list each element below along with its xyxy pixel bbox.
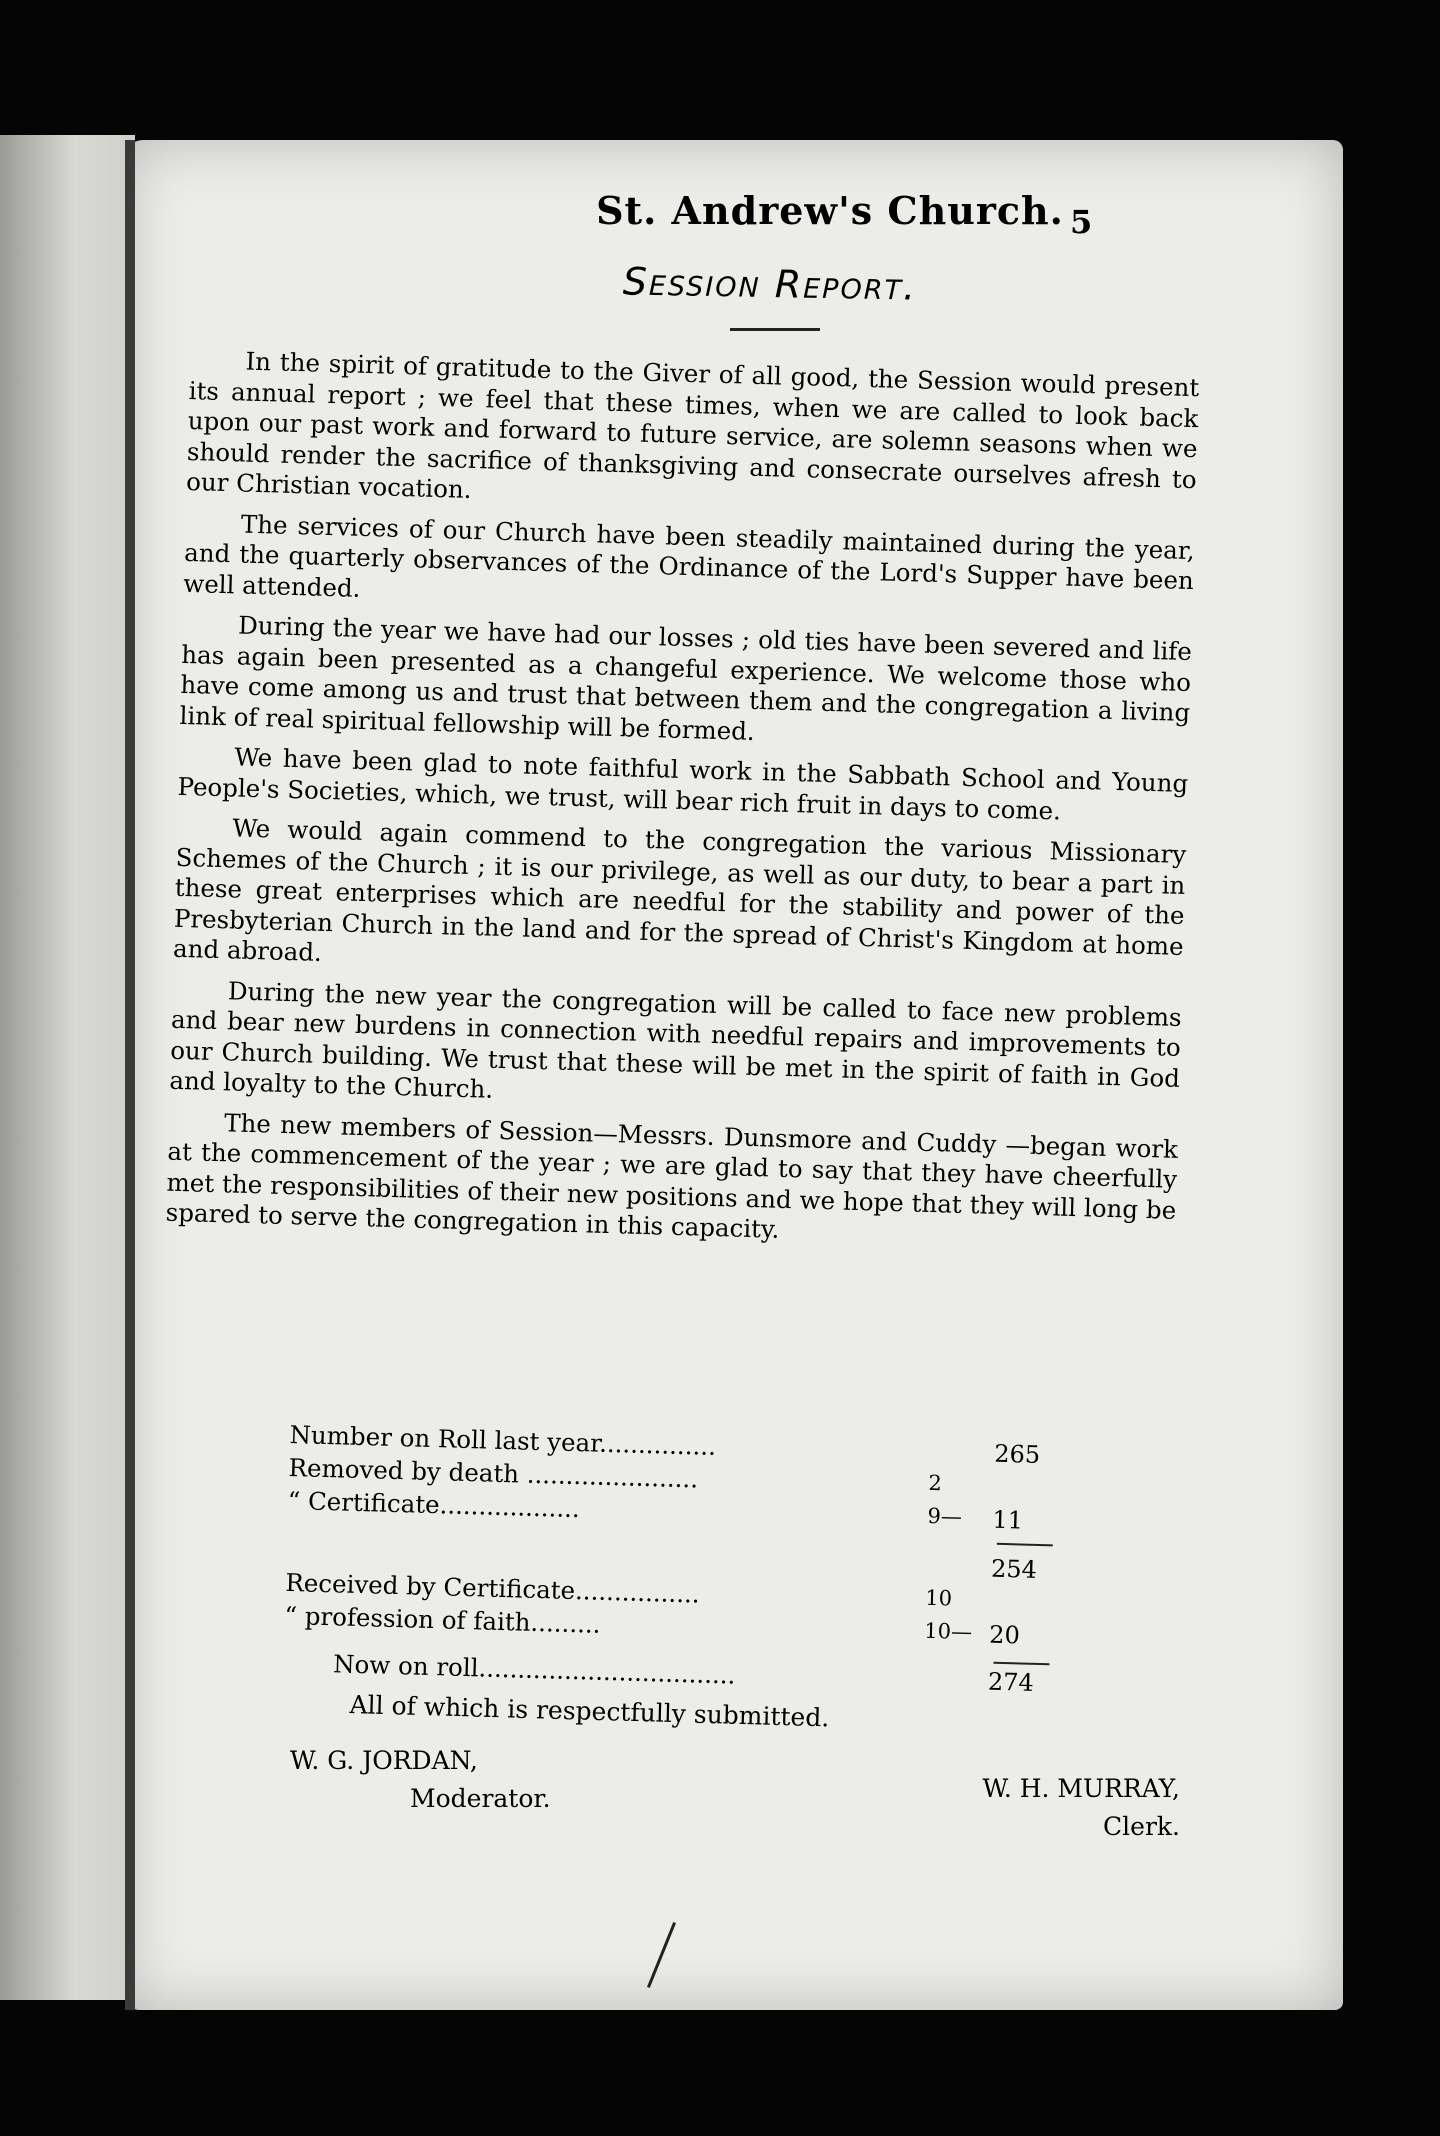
roll-row-last-year: Number on Roll last year............... 265 xyxy=(289,1420,1041,1469)
roll-row-subtotal: 254 xyxy=(286,1519,1077,1574)
moderator-name: W. G. JORDAN, xyxy=(290,1746,478,1775)
paragraph-losses: During the year we have had our losses ; old ties have been severed and life has again been presented as a changeful experience. We welcome those who have come among us and trust that between them and the congregation a living link of real spiritual fellowship will be formed. xyxy=(179,610,1193,746)
signature-moderator xyxy=(290,1742,551,1818)
roll-row-certificate-in: Received by Certificate................ 10 xyxy=(285,1567,953,1611)
moderator-title: Moderator. xyxy=(410,1784,551,1813)
roll-row-certificate-out: “ Certificate.................. 9— 11 xyxy=(287,1485,1024,1535)
page-title: Session Report. xyxy=(622,259,918,309)
previous-page-edge xyxy=(0,135,135,2000)
paragraph-missions: We would again commend to the congregation the various Missionary Schemes of the Church ; it is our privilege, as well as our duty, to bear a part in these great enterprises which are needful for the stability and power of the Presbyterian Church in the land and for the spread of Christ's Kingdom at home and abroad. xyxy=(172,813,1187,967)
closing-line: All of which is respectfully submitted. xyxy=(349,1690,830,1733)
paragraph-services: The services of our Church have been steadily maintained during the year, and the quarterly observances of the Ordinance of the Lord's Supper have been well attended. xyxy=(182,509,1196,603)
paragraph-building: During the new year the congregation will be called to face new problems and bear new burdens in connection with needful repairs and improvements to our Church building. We trust that these will be met in the spirit of faith in God and loyalty to the Church. xyxy=(169,975,1183,1104)
signature-clerk xyxy=(860,1770,1180,1846)
paragraph-new-members: The new members of Session—Messrs. Dunsmore and Cuddy —began work at the commencement of the year ; we are glad to say that they have cheerfully met the responsibilities of their new positions and we hope that they will long be spared to serve the congregation in this capacity. xyxy=(165,1107,1179,1244)
paragraph-gratitude: In the spirit of gratitude to the Giver of all good, the Session would present its annual report ; we feel that these times, when we are called to look back upon our past work and forward to future service, are solemn seasons when we should render the sacrifice of thanksgiving and consecrate ourselves afresh to our Christian vocation. xyxy=(185,346,1200,504)
report-body xyxy=(165,345,1200,1266)
page-number: 5 xyxy=(1070,203,1093,241)
clerk-title: Clerk. xyxy=(1103,1812,1180,1841)
subtotal-rule xyxy=(997,1543,1053,1547)
roll-row-now: Now on roll................................. 274 xyxy=(283,1648,1074,1703)
clerk-name: W. H. MURRAY, xyxy=(982,1774,1180,1803)
running-header: St. Andrew's Church. xyxy=(596,188,1064,233)
roll-statistics xyxy=(283,1420,1080,1703)
roll-row-profession: “ profession of faith......... 10— 20 xyxy=(284,1600,1021,1650)
total-rule xyxy=(993,1662,1049,1666)
paragraph-sabbath-school: We have been glad to note faithful work in the Sabbath School and Young People's Societies, which, we trust, will bear rich fruit in days to come. xyxy=(177,742,1189,825)
page-spine-shadow xyxy=(125,140,135,2010)
title-divider xyxy=(730,328,820,331)
roll-row-death: Removed by death ...................... 2 xyxy=(288,1452,943,1496)
